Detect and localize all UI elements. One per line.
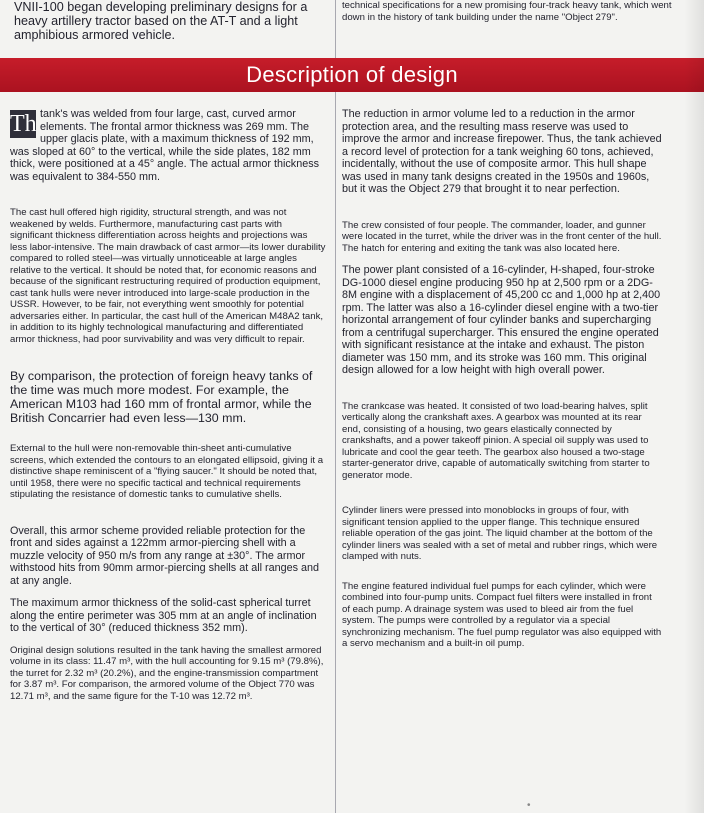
intro-text-left xyxy=(14,0,334,42)
paragraph: External to the hull were non-removable thin-sheet anti-cumulative screens, which extended the contours to an elongated ellipsoid, giving it a distinctive shape reminiscent of a "flying saucer." It should be noted that, until 1958, there were no specific tactical and technical requirements stipulating the resistance of domestic tanks to cumulative shells. xyxy=(10,443,324,500)
intro-paragraph-left: VNII-100 began developing preliminary designs for a heavy artillery tractor based on the AT-T and a light amphibious armored vehicle. xyxy=(14,0,308,42)
paragraph: The cast hull offered high rigidity, structural strength, and was not weakened by welds. Furthermore, manufacturing cast parts with significant thickness differentiation across heights and projections was less labor-intensive. The main drawback of cast armor—its lower durability compared to rolled steel—was virtually unnoticeable at large angles relative to the vertical. It should be noted that, for economic reasons and because of the significant restructuring required of production equipment, cast tank hulls were never introduced into large-scale production in the USSR. However, to be fair, not everything went smoothly for potential adversaries either. In particular, the cast hull of the American M48A2 tank, in addition to its highly technological manufacturing and differentiated armor thickness, had poor survivability and was very difficult to repair. xyxy=(10,207,326,345)
paragraph: The maximum armor thickness of the solid-cast spherical turret along the entire perimeter was 305 mm at an angle of inclination to the vertical of 30° (reduced thickness 352 mm). xyxy=(10,597,317,634)
paragraph: tank's was welded from four large, cast, curved armor elements. The frontal armor thickness was 269 mm. The upper glacis plate, with a maximum thickness of 192 mm, was sloped at 60° to the vertical, while the side plates, 182 mm thick, were positioned at a 45° angle. The actual armor thickness was equivalent to 384-550 mm. xyxy=(10,108,319,183)
left-column xyxy=(10,108,326,702)
page-mark: • xyxy=(527,800,531,811)
column-divider xyxy=(335,0,336,813)
intro-paragraph-right: technical specifications for a new promising four-track heavy tank, which went down in the history of tank building under the name "Object 279". xyxy=(342,0,672,23)
paragraph: The crew consisted of four people. The commander, loader, and gunner were located in the turret, while the driver was in the front center of the hull. The hatch for entering and exiting the tank was also located here. xyxy=(342,219,662,254)
paragraph: By comparison, the protection of foreign heavy tanks of the time was much more modest. For example, the American M103 had 160 mm of frontal armor, while the British Concarrier had even less—130 mm. xyxy=(10,369,313,425)
section-title: Description of design xyxy=(246,62,458,87)
section-banner xyxy=(0,58,704,92)
paragraph: The reduction in armor volume led to a reduction in the armor protection area, and the resulting mass reserve was used to improve the armor and increase firepower. Thus, the tank achieved a record level of protection for a tank weighing 60 tons, achieved, incidentally, without the use of composite armor. This hull shape was used in many tank designs created in the 1950s and 1960s, but it was the Object 279 that brought it to near perfection. xyxy=(342,108,662,195)
dropcap: Th xyxy=(10,111,37,137)
page-edge-shadow xyxy=(684,0,704,813)
opening-paragraph xyxy=(10,108,326,183)
paragraph: Overall, this armor scheme provided reliable protection for the front and sides against a 122mm armor-piercing shell with a muzzle velocity of 950 m/s from any range at ±30°. The armor withstood hits from 90mm armor-piercing shells at all ranges and at any angle. xyxy=(10,524,320,587)
right-column xyxy=(342,108,662,650)
paragraph: The engine featured individual fuel pumps for each cylinder, which were combined into four-pump units. Compact fuel filters were installed in front of each pump. A drainage system was used to bleed air from the fuel system. The pumps were controlled by a regulator via a special synchronizing mechanism. The fuel pump regulator was also equipped with a servo mechanism and a built-in oil pump. xyxy=(342,580,662,649)
paragraph: The crankcase was heated. It consisted of two load-bearing halves, split vertically along the crankshaft axes. A gearbox was mounted at its rear end, consisting of a housing, two gears elastically connected by crankshafts, and a power takeoff pinion. A special oil supply was used to lubricate and cool the gear teeth. The gearbox also housed a two-stage starter-generator drive, capable of automatically switching from starter to generator mode. xyxy=(342,400,650,481)
paragraph: Cylinder liners were pressed into monoblocks in groups of four, with significant tension applied to the upper flange. This technique ensured reliable operation of the gas joint. The liquid chamber at the bottom of the cylinder liners was sealed with a set of metal and rubber rings, which were clamped with nuts. xyxy=(342,505,658,562)
paragraph: Original design solutions resulted in the tank having the smallest armored volume in its class: 11.47 m³, with the hull accounting for 9.15 m³ (79.8%), the turret for 2.32 m³ (20.2%), and the engine-transmission compartment for 3.87 m³. For comparison, the armored volume of the Object 770 was 12.71 m³, and the same figure for the T-10 was 12.72 m³. xyxy=(10,644,324,702)
paragraph: The power plant consisted of a 16-cylinder, H-shaped, four-stroke DG-1000 diesel engine producing 950 hp at 2,500 rpm or a 2DG-8M engine with a displacement of 45,200 cc and 1,000 hp at 2,400 rpm. The latter was also a 16-cylinder diesel engine with a two-tier horizontal arrangement of four cylinder banks and supercharging from a centrifugal supercharger. This ensured the engine operated with significant resistance at the intake and exhaust. The piston diameter was 150 mm, and its stroke was 160 mm. This original design allowed for a low height with high overall power. xyxy=(342,264,661,376)
intro-text-right xyxy=(342,0,687,24)
